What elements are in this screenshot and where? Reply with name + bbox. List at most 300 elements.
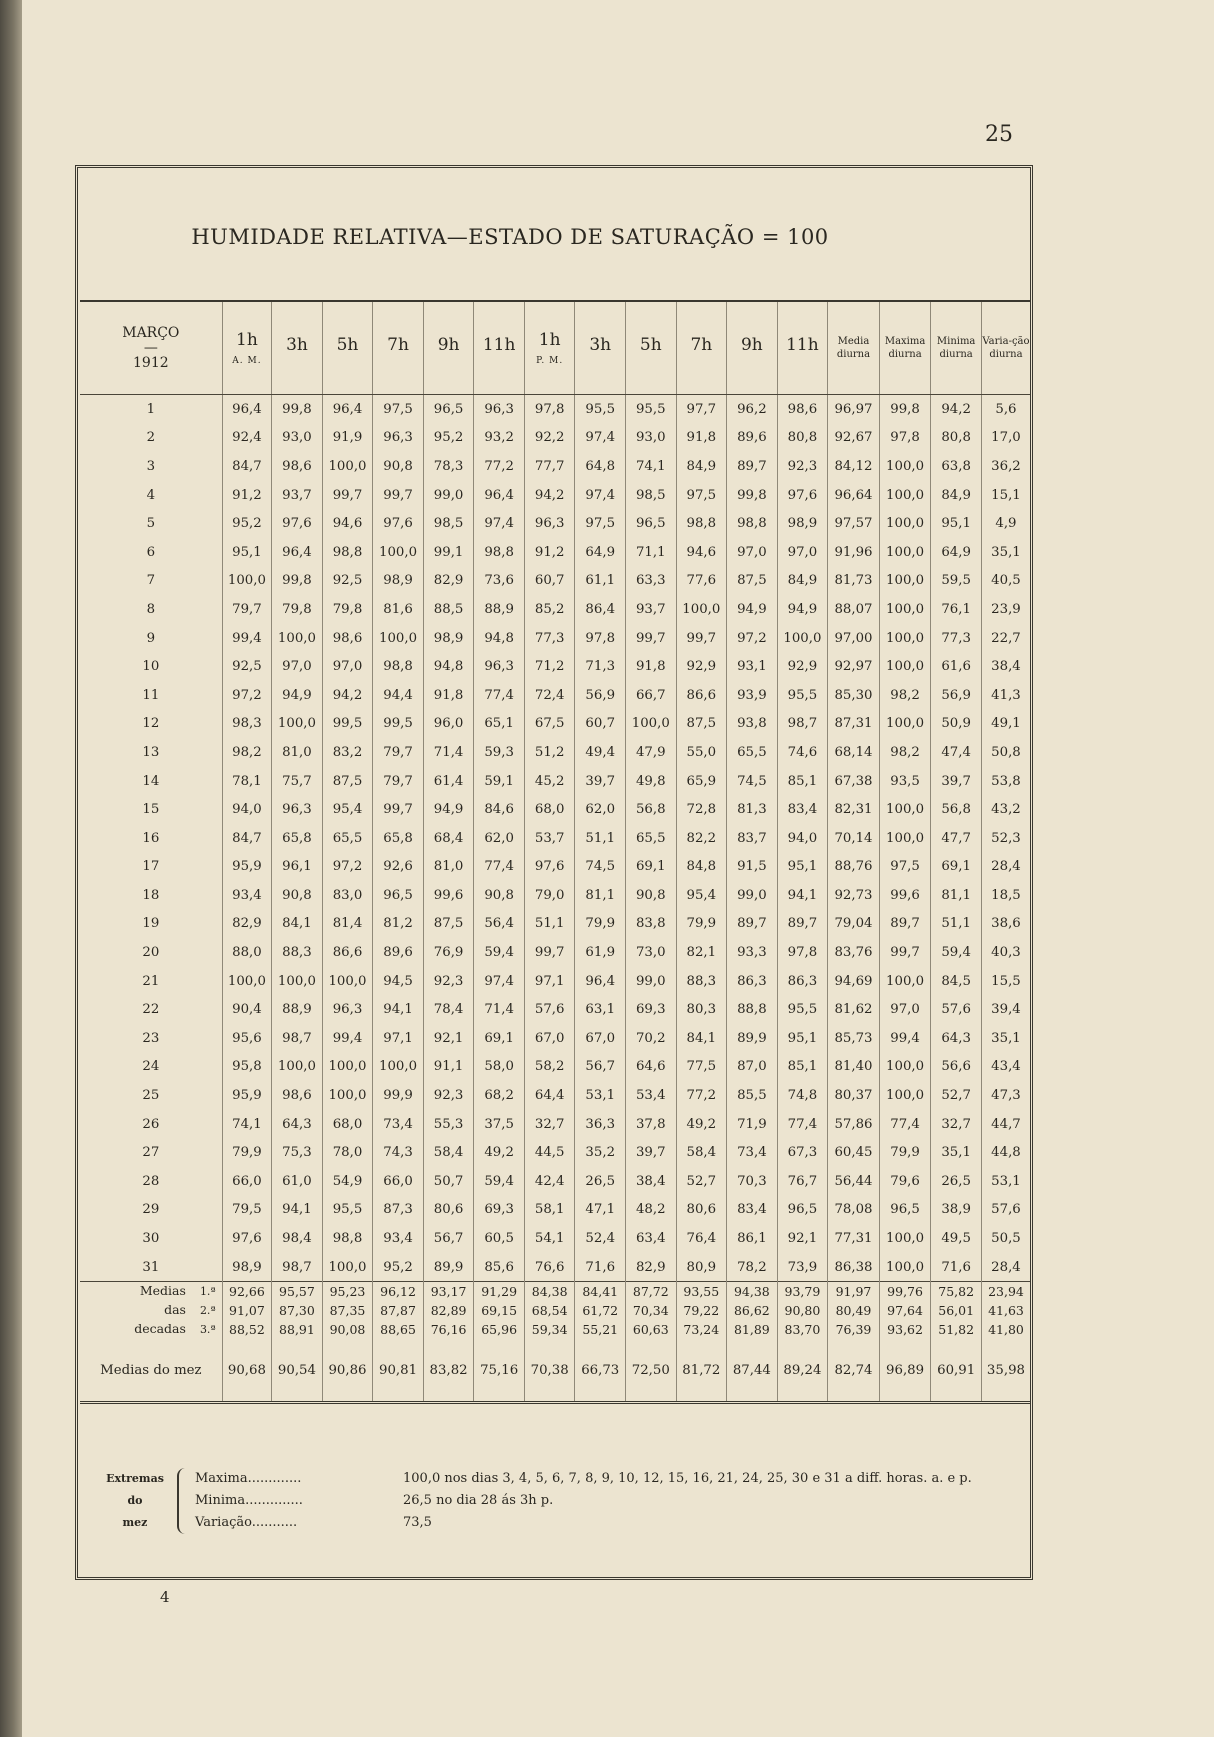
table-cell: 64,9 [931, 538, 982, 567]
table-cell: 38,4 [981, 652, 1030, 681]
table-row [80, 995, 1030, 1024]
table-cell: 79,7 [373, 738, 424, 767]
table-cell: 93,79 [777, 1282, 828, 1302]
table-cell: 94,0 [222, 795, 272, 824]
table-cell: 98,9 [423, 624, 474, 653]
table-cell: 100,0 [322, 1081, 373, 1110]
table-cell: 74,3 [373, 1138, 424, 1167]
header-stat-3 [981, 301, 1030, 395]
table-cell: 26,5 [931, 1167, 982, 1196]
table-cell: 64,9 [575, 538, 626, 567]
table-cell: 4,9 [981, 509, 1030, 538]
header-hour-label: 9h [437, 335, 460, 355]
table-cell: 91,29 [474, 1282, 525, 1302]
table-cell: 86,1 [727, 1224, 778, 1253]
table-cell: 68,0 [322, 1110, 373, 1139]
table-cell: 90,8 [626, 881, 677, 910]
table-row [80, 1196, 1030, 1225]
table-cell: 76,7 [777, 1167, 828, 1196]
table-cell: 91,1 [423, 1053, 474, 1082]
table-cell: 93,0 [272, 424, 323, 453]
table-cell: 93,2 [474, 424, 525, 453]
table-cell: 70,3 [727, 1167, 778, 1196]
table-cell: 99,5 [322, 710, 373, 739]
table-row [80, 624, 1030, 653]
table-cell: 83,8 [626, 910, 677, 939]
table-cell: 98,5 [423, 509, 474, 538]
table-cell: 99,7 [322, 481, 373, 510]
table-cell: 94,8 [474, 624, 525, 653]
table-cell: 100,0 [879, 1053, 931, 1082]
table-cell: 88,0 [222, 938, 272, 967]
header-hour-6 [524, 301, 575, 395]
table-cell: 89,9 [423, 1253, 474, 1282]
table-cell: 99,76 [879, 1282, 931, 1302]
table-cell: 49,8 [626, 767, 677, 796]
table-cell: 95,1 [222, 538, 272, 567]
table-row [80, 1138, 1030, 1167]
table-cell: 85,5 [727, 1081, 778, 1110]
table-cell: 75,16 [474, 1339, 525, 1403]
header-hour-label: 7h [387, 335, 409, 355]
table-cell: 94,8 [423, 652, 474, 681]
day-number: 29 [142, 1202, 160, 1218]
table-cell: 81,4 [322, 910, 373, 939]
table-cell: 63,8 [931, 452, 982, 481]
table-cell: 54,9 [322, 1167, 373, 1196]
table-cell: 78,3 [423, 452, 474, 481]
decade-label [80, 1301, 222, 1320]
table-cell: 80,49 [828, 1301, 880, 1320]
table-cell: 84,38 [524, 1282, 575, 1302]
table-cell: 49,5 [931, 1224, 982, 1253]
table-cell: 79,9 [222, 1138, 272, 1167]
table-cell: 37,5 [474, 1110, 525, 1139]
table-cell: 100,0 [272, 967, 323, 996]
table-cell: 95,9 [222, 853, 272, 882]
humidity-table [80, 300, 1030, 1404]
table-cell: 98,9 [222, 1253, 272, 1282]
table-cell: 32,7 [931, 1110, 982, 1139]
day-number: 8 [146, 601, 156, 617]
table-row [80, 853, 1030, 882]
day-number: 9 [146, 630, 156, 646]
header-hour-2 [322, 301, 373, 395]
table-cell: 54,1 [524, 1224, 575, 1253]
table-cell: 79,5 [222, 1196, 272, 1225]
table-cell: 100,0 [879, 652, 931, 681]
table-cell: 83,4 [777, 795, 828, 824]
table-cell: 96,2 [727, 395, 778, 424]
table-cell: 74,1 [626, 452, 677, 481]
table-cell: 56,6 [931, 1053, 982, 1082]
day-number: 10 [142, 659, 160, 675]
table-cell: 90,8 [272, 881, 323, 910]
table-cell: 66,7 [626, 681, 677, 710]
table-cell: 64,8 [575, 452, 626, 481]
table-cell: 94,2 [524, 481, 575, 510]
table-cell: 98,9 [373, 567, 424, 596]
table-cell: 71,6 [575, 1253, 626, 1282]
table-row [80, 595, 1030, 624]
table-row [80, 509, 1030, 538]
table-cell: 99,0 [423, 481, 474, 510]
day-number: 2 [146, 430, 156, 446]
table-cell: 53,8 [981, 767, 1030, 796]
table-cell: 84,9 [777, 567, 828, 596]
table-cell: 91,2 [524, 538, 575, 567]
table-cell: 86,38 [828, 1253, 880, 1282]
table-cell: 100,0 [777, 624, 828, 653]
table-cell: 94,2 [322, 681, 373, 710]
table-cell: 76,6 [524, 1253, 575, 1282]
table-cell: 98,7 [777, 710, 828, 739]
table-cell: 93,1 [727, 652, 778, 681]
table-cell: 63,3 [626, 567, 677, 596]
table-cell: 59,34 [524, 1320, 575, 1339]
header-hour-1 [272, 301, 323, 395]
header-hour-7 [575, 301, 626, 395]
table-cell: 98,2 [879, 681, 931, 710]
header-hour-9 [676, 301, 727, 395]
table-cell: 84,41 [575, 1282, 626, 1302]
table-cell: 90,8 [474, 881, 525, 910]
table-cell: 98,6 [322, 624, 373, 653]
table-cell: 71,3 [575, 652, 626, 681]
table-cell: 93,62 [879, 1320, 931, 1339]
table-cell: 88,91 [272, 1320, 323, 1339]
table-cell: 99,8 [272, 395, 323, 424]
table-cell: 92,5 [322, 567, 373, 596]
table-cell: 99,9 [373, 1081, 424, 1110]
table-cell: 84,12 [828, 452, 880, 481]
table-cell: 95,2 [373, 1253, 424, 1282]
table-cell: 75,3 [272, 1138, 323, 1167]
day-number: 31 [142, 1259, 160, 1275]
signature-number: 4 [160, 1588, 170, 1606]
table-cell: 83,82 [423, 1339, 474, 1403]
table-cell: 50,9 [931, 710, 982, 739]
decade-number: 3.ª [199, 1323, 216, 1337]
table-cell: 73,24 [676, 1320, 727, 1339]
table-cell: 23,94 [981, 1282, 1030, 1302]
table-cell: 47,3 [981, 1081, 1030, 1110]
table-cell: 84,9 [676, 452, 727, 481]
decade-label [80, 1282, 222, 1302]
table-cell: 97,8 [575, 624, 626, 653]
table-cell: 98,8 [373, 652, 424, 681]
table-cell: 97,4 [575, 424, 626, 453]
table-row [80, 652, 1030, 681]
table-cell: 15,1 [981, 481, 1030, 510]
table-cell: 87,5 [727, 567, 778, 596]
table-cell: 88,9 [474, 595, 525, 624]
table-cell: 96,3 [524, 509, 575, 538]
table-cell: 97,5 [373, 395, 424, 424]
table-cell: 81,1 [575, 881, 626, 910]
table-cell: 90,8 [373, 452, 424, 481]
table-cell: 91,9 [322, 424, 373, 453]
table-cell: 63,1 [575, 995, 626, 1024]
table-cell: 99,4 [222, 624, 272, 653]
table-cell: 94,9 [423, 795, 474, 824]
table-cell: 94,6 [322, 509, 373, 538]
table-cell: 74,6 [777, 738, 828, 767]
table-cell: 70,34 [626, 1301, 677, 1320]
table-cell: 52,3 [981, 824, 1030, 853]
table-cell: 77,6 [676, 567, 727, 596]
day-number: 24 [142, 1059, 160, 1075]
table-cell: 49,2 [474, 1138, 525, 1167]
table-cell: 67,38 [828, 767, 880, 796]
header-hour-label: 1h [236, 330, 258, 350]
table-cell: 93,5 [879, 767, 931, 796]
table-cell: 95,4 [322, 795, 373, 824]
table-cell: 80,37 [828, 1081, 880, 1110]
table-cell: 57,86 [828, 1110, 880, 1139]
table-cell: 92,73 [828, 881, 880, 910]
table-cell: 79,9 [676, 910, 727, 939]
day-number: 12 [142, 716, 160, 732]
table-cell: 85,1 [777, 767, 828, 796]
table-cell: 59,5 [931, 567, 982, 596]
table-cell: 93,17 [423, 1282, 474, 1302]
table-cell: 82,9 [626, 1253, 677, 1282]
decade-number: 2.ª [199, 1304, 216, 1318]
table-cell: 77,4 [474, 853, 525, 882]
table-cell: 87,0 [727, 1053, 778, 1082]
table-cell: 97,6 [524, 853, 575, 882]
table-cell: 65,1 [474, 710, 525, 739]
table-row [80, 967, 1030, 996]
table-cell: 39,4 [981, 995, 1030, 1024]
header-hour-label: 3h [589, 335, 612, 355]
table-cell: 73,0 [626, 938, 677, 967]
table-cell: 77,3 [931, 624, 982, 653]
table-cell: 100,0 [879, 710, 931, 739]
table-row [80, 481, 1030, 510]
table-cell: 81,73 [828, 567, 880, 596]
table-cell: 79,7 [373, 767, 424, 796]
table-cell: 91,8 [626, 652, 677, 681]
table-cell: 92,5 [222, 652, 272, 681]
table-cell: 95,57 [272, 1282, 323, 1302]
table-cell: 68,4 [423, 824, 474, 853]
table-cell: 96,5 [373, 881, 424, 910]
table-cell: 97,57 [828, 509, 880, 538]
table-cell: 100,0 [879, 1253, 931, 1282]
table-cell: 75,7 [272, 767, 323, 796]
table-cell: 78,4 [423, 995, 474, 1024]
table-cell: 62,0 [474, 824, 525, 853]
table-cell: 96,5 [423, 395, 474, 424]
table-cell: 79,7 [222, 595, 272, 624]
table-cell: 56,7 [575, 1053, 626, 1082]
table-cell: 61,72 [575, 1301, 626, 1320]
table-cell: 98,5 [626, 481, 677, 510]
table-cell: 93,9 [727, 681, 778, 710]
table-cell: 70,2 [626, 1024, 677, 1053]
table-cell: 77,5 [676, 1053, 727, 1082]
table-cell: 97,4 [474, 967, 525, 996]
page-title: HUMIDADE RELATIVA—ESTADO DE SATURAÇÃO = 100 [191, 225, 829, 249]
table-cell: 51,1 [931, 910, 982, 939]
table-cell: 100,0 [879, 624, 931, 653]
table-cell: 53,4 [626, 1081, 677, 1110]
table-cell: 69,1 [474, 1024, 525, 1053]
table-cell: 77,4 [474, 681, 525, 710]
table-cell: 94,1 [777, 881, 828, 910]
table-cell: 49,2 [676, 1110, 727, 1139]
table-cell: 78,2 [727, 1253, 778, 1282]
table-cell: 85,6 [474, 1253, 525, 1282]
table-cell: 100,0 [373, 624, 424, 653]
table-header [80, 301, 1030, 395]
table-cell: 39,7 [575, 767, 626, 796]
table-cell: 94,5 [373, 967, 424, 996]
table-cell: 96,3 [474, 652, 525, 681]
table-cell: 65,5 [322, 824, 373, 853]
table-cell: 71,1 [626, 538, 677, 567]
header-hour-period: A. M. [232, 356, 262, 366]
table-cell: 82,9 [423, 567, 474, 596]
table-cell: 37,8 [626, 1110, 677, 1139]
header-hour-label: 5h [639, 335, 662, 355]
table-cell: 67,5 [524, 710, 575, 739]
day-number: 14 [142, 773, 160, 789]
table-cell: 56,8 [931, 795, 982, 824]
table-cell: 99,0 [727, 881, 778, 910]
table-cell: 88,76 [828, 853, 880, 882]
table-cell: 88,5 [423, 595, 474, 624]
day-number: 11 [142, 687, 160, 703]
table-cell: 91,8 [423, 681, 474, 710]
day-number: 28 [142, 1173, 160, 1189]
table-cell: 81,72 [676, 1339, 727, 1403]
header-month-year [80, 301, 222, 395]
table-cell: 79,9 [575, 910, 626, 939]
extremes-label: Extremas do mez [106, 1472, 164, 1529]
table-cell: 100,0 [322, 1053, 373, 1082]
table-cell: 89,7 [879, 910, 931, 939]
table-row [80, 710, 1030, 739]
day-number: 5 [146, 516, 156, 532]
table-cell: 87,3 [373, 1196, 424, 1225]
table-cell: 51,1 [575, 824, 626, 853]
table-cell: 86,4 [575, 595, 626, 624]
table-cell: 69,15 [474, 1301, 525, 1320]
table-cell: 83,0 [322, 881, 373, 910]
table-cell: 65,8 [272, 824, 323, 853]
table-cell: 84,8 [676, 853, 727, 882]
day-number: 25 [142, 1088, 160, 1104]
table-cell: 99,8 [272, 567, 323, 596]
table-cell: 64,6 [626, 1053, 677, 1082]
header-hour-label: 11h [786, 335, 819, 355]
table-cell: 60,5 [474, 1224, 525, 1253]
table-cell: 81,2 [373, 910, 424, 939]
table-cell: 100,0 [879, 1224, 931, 1253]
decade-word: Medias [139, 1283, 186, 1299]
table-cell: 99,4 [322, 1024, 373, 1053]
table-cell: 100,0 [272, 710, 323, 739]
table-cell: 96,5 [626, 509, 677, 538]
table-cell: 100,0 [879, 824, 931, 853]
table-cell: 88,8 [727, 995, 778, 1024]
table-cell: 81,0 [272, 738, 323, 767]
table-cell: 96,1 [272, 853, 323, 882]
table-cell: 90,86 [322, 1339, 373, 1403]
table-cell: 97,8 [524, 395, 575, 424]
header-stat-label: Maxima diurna [884, 336, 926, 360]
table-cell: 94,1 [373, 995, 424, 1024]
table-cell: 87,35 [322, 1301, 373, 1320]
table-cell: 92,3 [777, 452, 828, 481]
table-cell: 80,6 [423, 1196, 474, 1225]
table-row [80, 1053, 1030, 1082]
header-stat-1 [879, 301, 931, 395]
day-number: 27 [142, 1145, 160, 1161]
table-cell: 43,2 [981, 795, 1030, 824]
table-cell: 84,9 [931, 481, 982, 510]
table-cell: 93,4 [373, 1224, 424, 1253]
decade-number: 1.ª [199, 1285, 216, 1299]
table-cell: 35,1 [931, 1138, 982, 1167]
table-cell: 97,1 [373, 1024, 424, 1053]
table-cell: 66,0 [222, 1167, 272, 1196]
table-cell: 97,2 [322, 853, 373, 882]
table-cell: 79,6 [879, 1167, 931, 1196]
table-cell: 87,31 [828, 710, 880, 739]
table-cell: 94,1 [272, 1196, 323, 1225]
table-cell: 92,97 [828, 652, 880, 681]
table-cell: 53,1 [575, 1081, 626, 1110]
table-row [80, 424, 1030, 453]
table-cell: 83,2 [322, 738, 373, 767]
table-cell: 58,4 [423, 1138, 474, 1167]
day-number: 26 [142, 1116, 160, 1132]
table-cell: 42,4 [524, 1167, 575, 1196]
header-hour-3 [373, 301, 424, 395]
table-cell: 91,96 [828, 538, 880, 567]
table-cell: 82,74 [828, 1339, 880, 1403]
day-number: 17 [142, 859, 160, 875]
table-cell: 77,4 [777, 1110, 828, 1139]
table-cell: 94,2 [931, 395, 982, 424]
table-cell: 47,9 [626, 738, 677, 767]
table-cell: 92,67 [828, 424, 880, 453]
table-cell: 99,8 [727, 481, 778, 510]
table-cell: 99,8 [879, 395, 931, 424]
table-cell: 47,7 [931, 824, 982, 853]
table-cell: 100,0 [322, 967, 373, 996]
table-cell: 97,1 [524, 967, 575, 996]
table-cell: 73,9 [777, 1253, 828, 1282]
table-cell: 39,7 [931, 767, 982, 796]
table-cell: 67,0 [575, 1024, 626, 1053]
table-cell: 89,6 [373, 938, 424, 967]
table-cell: 95,6 [222, 1024, 272, 1053]
table-cell: 69,3 [626, 995, 677, 1024]
table-cell: 71,2 [524, 652, 575, 681]
table-row [80, 938, 1030, 967]
table-cell: 92,1 [423, 1024, 474, 1053]
table-cell: 86,6 [676, 681, 727, 710]
table-cell: 96,4 [272, 538, 323, 567]
table-cell: 56,9 [575, 681, 626, 710]
table-cell: 99,0 [626, 967, 677, 996]
table-cell: 69,1 [931, 853, 982, 882]
